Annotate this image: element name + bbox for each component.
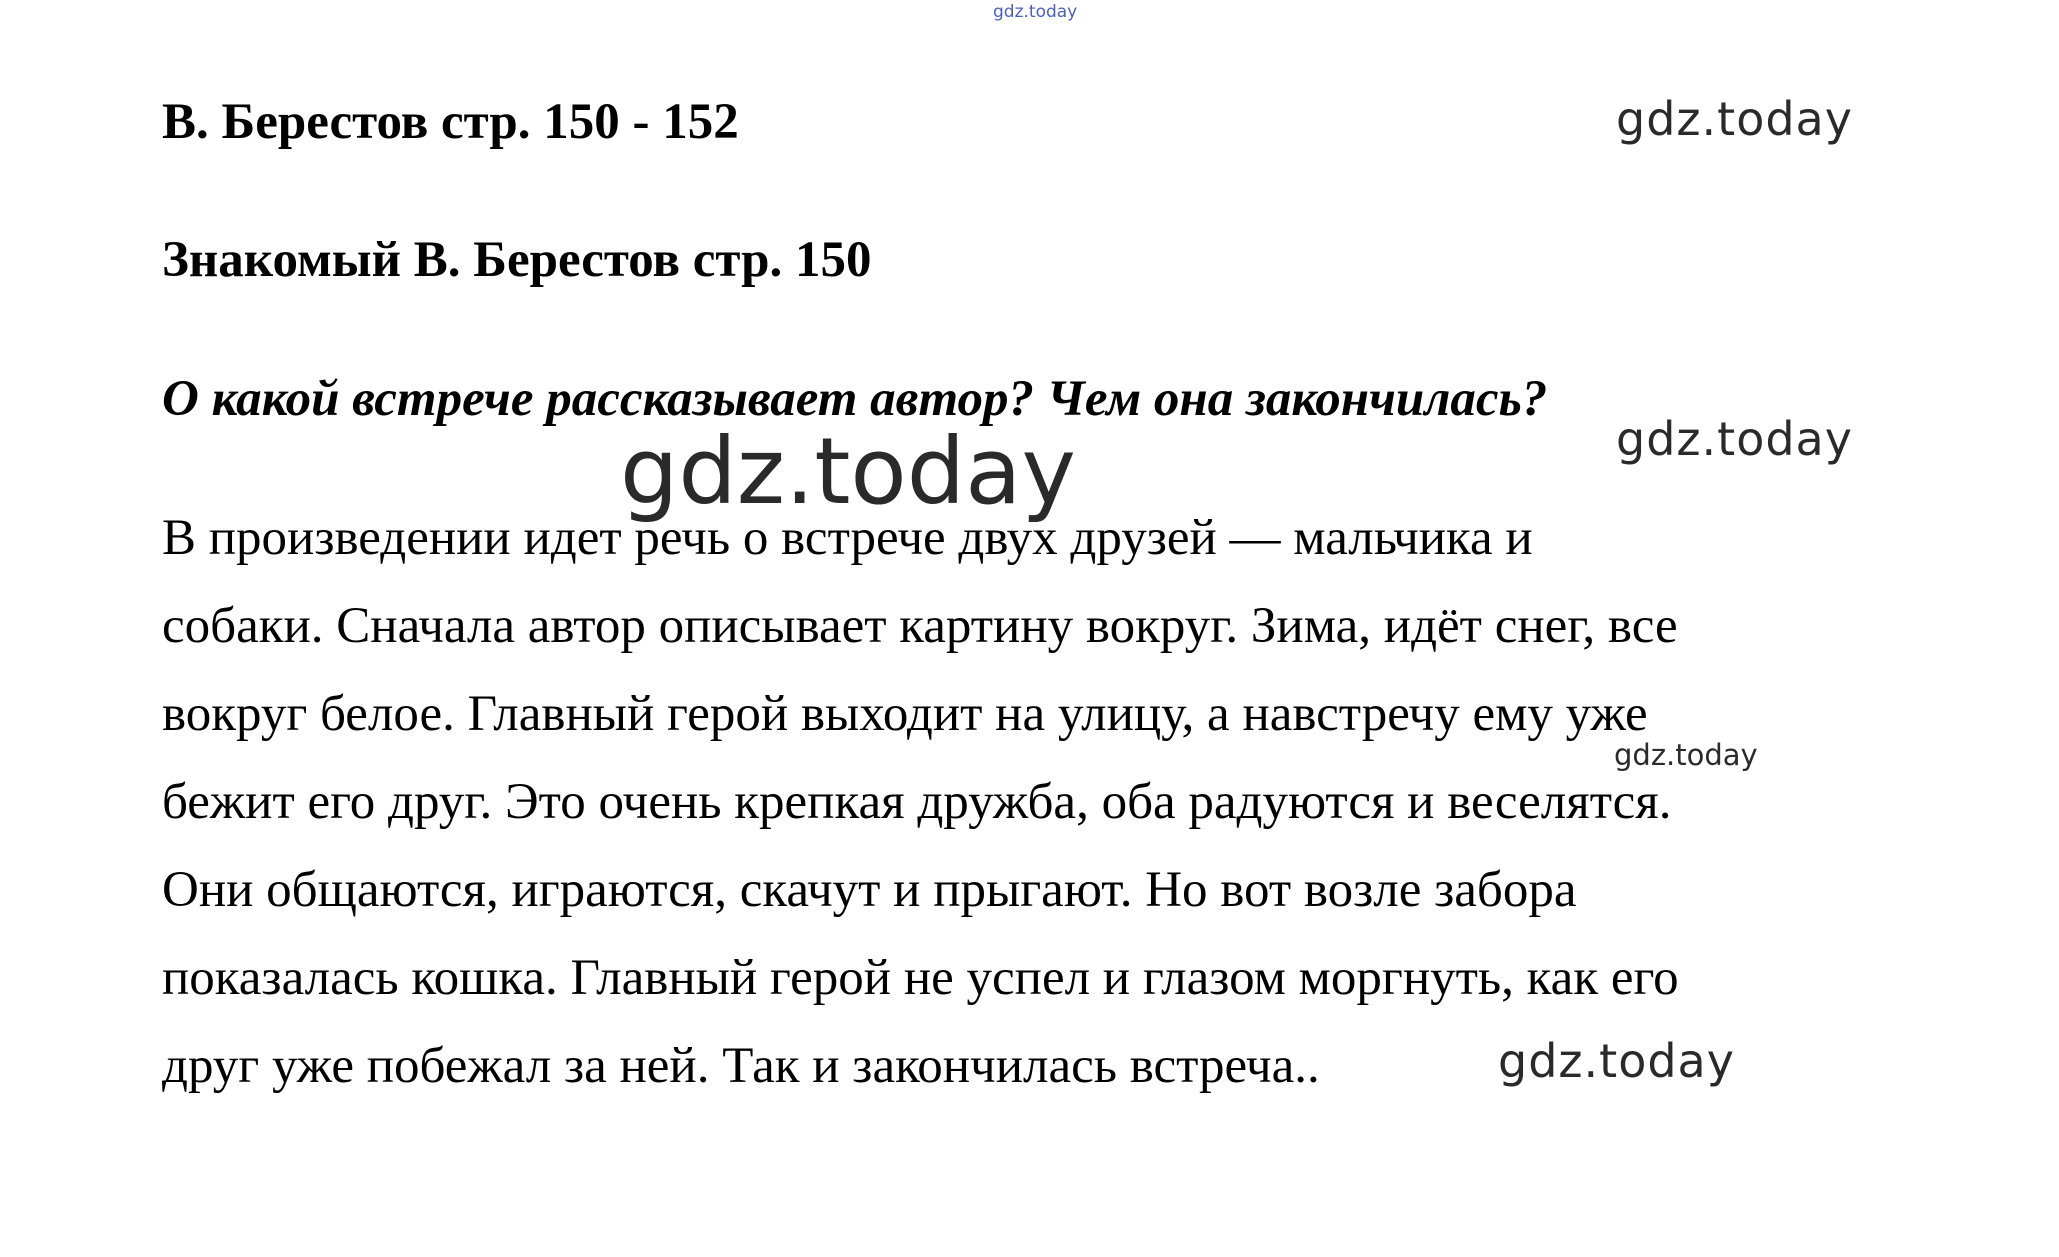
watermark-large: gdz.today [620, 418, 1076, 525]
answer-line: собаки. Сначала автор описывает картину вокруг. Зима, идёт снег, все [162, 598, 1678, 654]
answer-line: Они общаются, играются, скачут и прыгают. Но вот возле забора [162, 862, 1577, 918]
watermark-top: gdz.today [993, 2, 1078, 22]
watermark-small: gdz.today [1614, 738, 1758, 772]
answer-line: показалась кошка. Главный герой не успел и глазом моргнуть, как его [162, 950, 1679, 1006]
watermark-right-top: gdz.today [1616, 92, 1853, 146]
answer-text [162, 504, 1679, 1120]
watermark-line-end: gdz.today [1498, 1034, 1735, 1088]
answer-line: вокруг белое. Главный герой выходит на улицу, а навстречу ему уже [162, 686, 1648, 742]
answer-line: друг уже побежал за ней. Так и закончилась встреча.. [162, 1038, 1320, 1094]
question-text: О какой встрече рассказывает автор? Чем она закончилась? [162, 371, 1548, 427]
answer-line: В произведении идет речь о встрече двух друзей — мальчика и [162, 510, 1533, 566]
section-title: Знакомый В. Берестов стр. 150 [162, 232, 872, 288]
watermark-right-middle: gdz.today [1616, 412, 1853, 466]
page-title: В. Берестов стр. 150 - 152 [162, 94, 739, 150]
answer-line: бежит его друг. Это очень крепкая дружба, оба радуются и веселятся. [162, 774, 1672, 830]
